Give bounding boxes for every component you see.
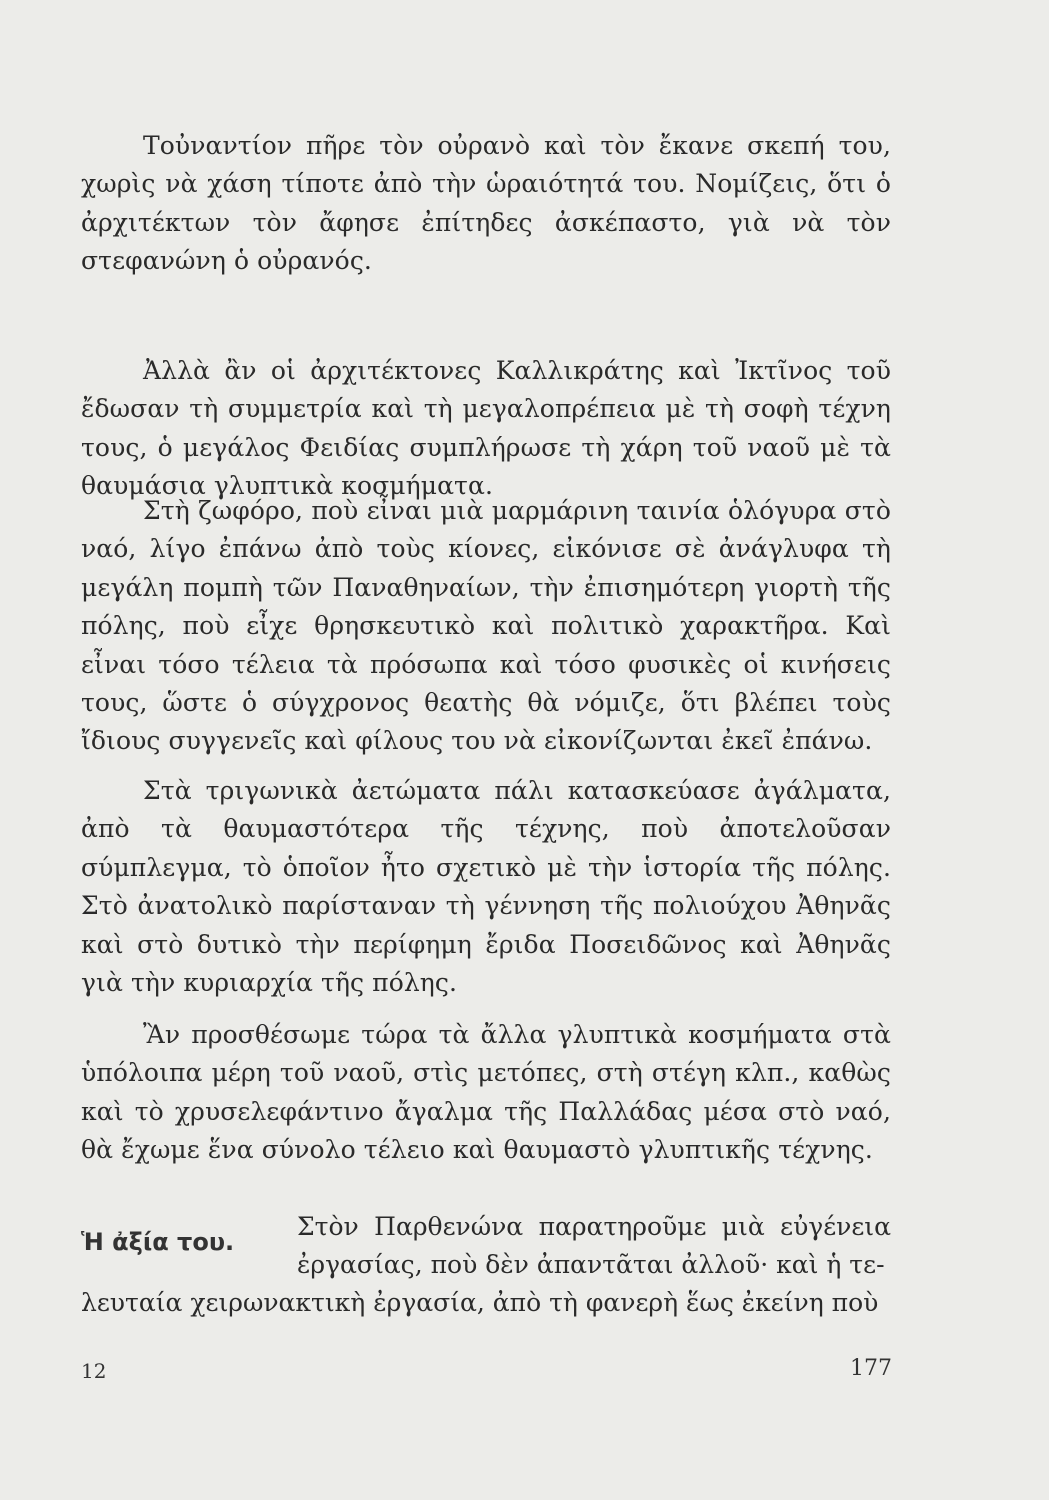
paragraph-1: Τοὐναντίον πῆρε τὸν οὐρανὸ καὶ τὸν ἔκανε σκεπή του, χωρὶς νὰ χάση τίποτε ἀπὸ τὴν ὡραιότητά του. Νομίζεις, ὅτι ὁ ἀρχιτέκτων τὸν ἄφησε ἐπίτηδες ἀσκέπαστο, γιὰ νὰ τὸν στεφανώνη ὁ οὐρανός. (81, 131, 891, 276)
section-side-heading: Ἡ ἀξία του. (81, 1228, 235, 1256)
section-intro-text: Στὸν Παρθενώνα παρατηροῦμε μιὰ εὐγένεια ἐργασίας, ποὺ δὲν ἀπαντᾶται ἀλλοῦ· καὶ ἡ τε- (297, 1212, 891, 1280)
printer-signature: 12 (81, 1359, 107, 1383)
paragraph-3: Στὴ ζωφόρο, ποὺ εἶναι μιὰ μαρμάρινη ταινία ὁλόγυρα στὸ ναό, λίγο ἐπάνω ἀπὸ τοὺς κίονες, εἰκόνισε σὲ ἀνάγλυφα τὴ μεγάλη πομπὴ τῶν Παναθηναίων, τὴν ἐπισημότερη γιορτὴ τῆς πόλης, ποὺ εἶχε θρησκευτικὸ καὶ πολιτικὸ χαρακτῆρα. Καὶ εἶναι τόσο τέλεια τὰ πρόσωπα καὶ τόσο φυσικὲς οἱ κινήσεις τους, ὥστε ὁ σύγχρονος θεατὴς θὰ νόμιζε, ὅτι βλέπει τοὺς ἴδιους συγγενεῖς καὶ φίλους του νὰ εἰκονίζωνται ἐκεῖ ἐπάνω. (81, 496, 891, 756)
page-number: 177 (850, 1356, 892, 1381)
section-continuation-text: λευταία χειρωνακτικὴ ἐργασία, ἀπὸ τὴ φανερὴ ἕως ἐκείνη ποὺ (81, 1288, 879, 1317)
paragraph-5: Ἂν προσθέσωμε τώρα τὰ ἄλλα γλυπτικὰ κοσμήματα στὰ ὑπόλοιπα μέρη τοῦ ναοῦ, στὶς μετόπες, στὴ στέγη κλπ., καθὼς καὶ τὸ χρυσελεφάντινο ἄγαλμα τῆς Παλλάδας μέσα στὸ ναό, θὰ ἔχωμε ἕνα σύνολο τέλειο καὶ θαυμαστὸ γλυπτικῆς τέχνης. (81, 1020, 891, 1165)
paragraph-2: Ἀλλὰ ἂν οἱ ἀρχιτέκτονες Καλλικράτης καὶ Ἰκτῖνος τοῦ ἔδωσαν τὴ συμμετρία καὶ τὴ μεγαλοπρέπεια μὲ τὴ σοφὴ τέχνη τους, ὁ μεγάλος Φειδίας συμπλήρωσε τὴ χάρη τοῦ ναοῦ μὲ τὰ θαυμάσια γλυπτικὰ κοσμήματα. (81, 356, 891, 501)
paragraph-4: Στὰ τριγωνικὰ ἀετώματα πάλι κατασκεύασε ἀγάλματα, ἀπὸ τὰ θαυμαστότερα τῆς τέχνης, ποὺ ἀποτελοῦσαν σύμπλεγμα, τὸ ὁποῖον ἦτο σχετικὸ μὲ τὴν ἱστορία τῆς πόλης. Στὸ ἀνατολικὸ παρίσταναν τὴ γέννηση τῆς πολιούχου Ἀθηνᾶς καὶ στὸ δυτικὸ τὴν περίφημη ἔριδα Ποσειδῶνος καὶ Ἀθηνᾶς γιὰ τὴν κυριαρχία τῆς πόλης. (81, 776, 891, 998)
